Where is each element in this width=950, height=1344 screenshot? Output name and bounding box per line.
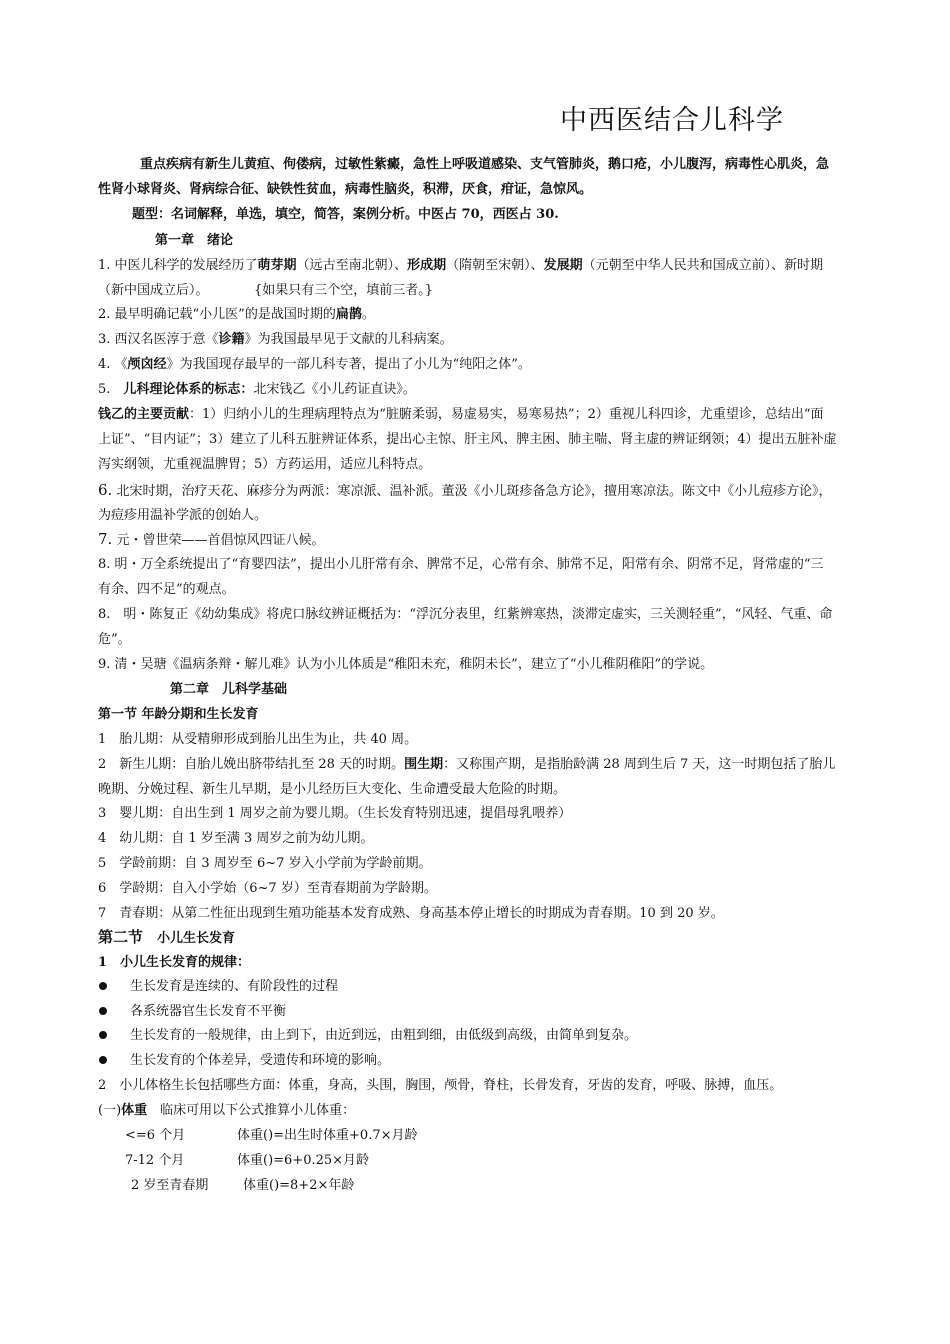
- ch1-item-5: 5. 儿科理论体系的标志：北宋钱乙《小儿药证直诀》。: [98, 382, 416, 397]
- weight-formula-row: 7-12 个月 体重()=6+0.25×月龄: [125, 1153, 370, 1168]
- growth-rules-heading: 1 小儿生长发育的规律：: [98, 955, 251, 970]
- ch1-item-6: 6. 北宋时期，治疗天花、麻疹分为两派：寒凉派、温补派。董汲《小儿斑疹备急方论》，擅用寒凉法。陈文中《小儿痘疹方论》，: [98, 481, 832, 499]
- qian-yi-contribution-cont-1: 上证”、“目内证”；3）建立了儿科五脏辨证体系，提出心主惊、肝主风、脾主困、肺主喘、肾主虚的辨证纲领；4）提出五脏补虚: [98, 432, 837, 447]
- chapter-1-heading: 第一章 绪论: [155, 233, 234, 248]
- growth-rule-2: 各系统器官生长发育不平衡: [130, 1004, 287, 1019]
- age-period-4: 4 幼儿期：自 1 岁至满 3 周岁之前为幼儿期。: [98, 831, 374, 846]
- ch1-item-8a: 8. 明・万全系统提出了“育婴四法”，提出小儿肝常有余、脾常不足，心常有余、肺常不足，阳常有余、阴常不足，肾常虚的“三: [98, 557, 824, 572]
- bullet-dot: [99, 1056, 107, 1064]
- bullet-dot: [99, 982, 107, 990]
- section-2-heading: 第二节 小儿生长发育: [98, 928, 236, 946]
- ch1-item-2: 2. 最早明确记载“小儿医”的是战国时期的扁鹊。: [98, 307, 375, 322]
- ch1-item-8a-cont: 有余、四不足”的观点。: [98, 582, 235, 597]
- age-period-1: 1 胎儿期：从受精卵形成到胎儿出生为止，共 40 周。: [98, 732, 418, 747]
- weight-heading: (一)体重 临床可用以下公式推算小儿体重：: [98, 1103, 356, 1118]
- qian-yi-contribution: 钱乙的主要贡献：1）归纳小儿的生理病理特点为“脏腑柔弱，易虚易实，易寒易热”；2）重视儿科四诊，尤重望诊，总结出“面: [98, 407, 824, 422]
- page-title: 中西医结合儿科学: [560, 105, 784, 136]
- age-period-3: 3 婴儿期：自出生到 1 周岁之前为婴儿期。（生长发育特别迅速，提倡母乳喂养）: [98, 806, 572, 821]
- chapter-2-heading: 第二章 儿科学基础: [170, 682, 288, 697]
- section-1-heading: 第一节 年龄分期和生长发育: [98, 707, 259, 722]
- age-period-6: 6 学龄期：自入小学始（6~7 岁）至青春期前为学龄期。: [98, 881, 437, 896]
- age-period-5: 5 学龄前期：自 3 周岁至 6~7 岁入小学前为学龄前期。: [98, 856, 432, 871]
- intro-line-2: 性肾小球肾炎、肾病综合征、缺铁性贫血，病毒性脑炎，积滞，厌食，疳证，急惊风。: [98, 182, 593, 197]
- ch1-item-8b-cont: 危”。: [98, 632, 131, 647]
- ch1-item-1-cont: （新中国成立后）。 {如果只有三个空，填前三者。}: [98, 283, 434, 298]
- ch1-item-3: 3. 西汉名医淳于意《诊籍》为我国最早见于文献的儿科病案。: [98, 332, 453, 347]
- ch1-item-9: 9. 清・吴瑭《温病条辩・解儿难》认为小儿体质是“稚阳未充，稚阴未长”，建立了“小儿稚阴稚阳”的学说。: [98, 657, 714, 672]
- bullet-dot: [99, 1007, 107, 1015]
- bullet-dot: [99, 1031, 107, 1039]
- ch1-item-1: 1. 中医儿科学的发展经历了萌芽期（远古至南北朝）、形成期（隋朝至宋朝）、发展期（元朝至中华人民共和国成立前）、新时期: [98, 258, 824, 273]
- ch1-item-8b: 8. 明・陈复正《幼幼集成》将虎口脉纹辨证概括为：“浮沉分表里，红紫辨寒热，淡滞定虚实，三关测轻重”，“风轻、气重、命: [98, 607, 833, 622]
- age-period-7: 7 青春期：从第二性征出现到生殖功能基本发育成熟、身高基本停止增长的时期成为青春期。10 到 20 岁。: [98, 906, 724, 921]
- growth-rule-3: 生长发育的一般规律，由上到下，由近到远，由粗到细，由低级到高级，由简单到复杂。: [130, 1028, 638, 1043]
- age-period-2-cont: 晚期、分娩过程、新生儿早期，是小儿经历巨大变化、生命遭受最大危险的时期。: [98, 782, 567, 797]
- weight-formula-row: 2 岁至青春期 体重()=8+2×年龄: [131, 1178, 355, 1193]
- ch1-item-6-cont: 为痘疹用温补学派的创始人。: [98, 508, 268, 523]
- qian-yi-contribution-cont-2: 泻实纲领，尤重视温脾胃；5）方药运用，适应儿科特点。: [98, 457, 432, 472]
- question-types: 题型：名词解释，单选，填空，简答，案例分析。中医占 70，西医占 30.: [132, 207, 559, 222]
- growth-rule-1: 生长发育是连续的、有阶段性的过程: [130, 979, 339, 994]
- ch1-item-7: 7. 元・曾世荣——首倡惊风四证八候。: [98, 530, 325, 548]
- physical-growth-aspects: 2 小儿体格生长包括哪些方面：体重，身高，头围，胸围，颅骨，脊柱，长骨发育，牙齿的发育，呼吸、脉搏，血压。: [98, 1078, 783, 1093]
- ch1-item-4: 4. 《颅囟经》为我国现存最早的一部儿科专著，提出了小儿为“纯阳之体”。: [98, 357, 531, 372]
- growth-rule-4: 生长发育的个体差异，受遗传和环境的影响。: [130, 1053, 391, 1068]
- intro-line-1: 重点疾病有新生儿黄疸、佝偻病，过敏性紫癜，急性上呼吸道感染、支气管肺炎，鹅口疮，小儿腹泻，病毒性心肌炎，急: [140, 157, 830, 172]
- weight-formula-row: <=6 个月 体重()=出生时体重+0.7×月龄: [125, 1128, 418, 1143]
- age-period-2: 2 新生儿期：自胎儿娩出脐带结扎至 28 天的时期。围生期：又称围产期，是指胎龄满 28 周到生后 7 天，这一时期包括了胎儿: [98, 757, 836, 772]
